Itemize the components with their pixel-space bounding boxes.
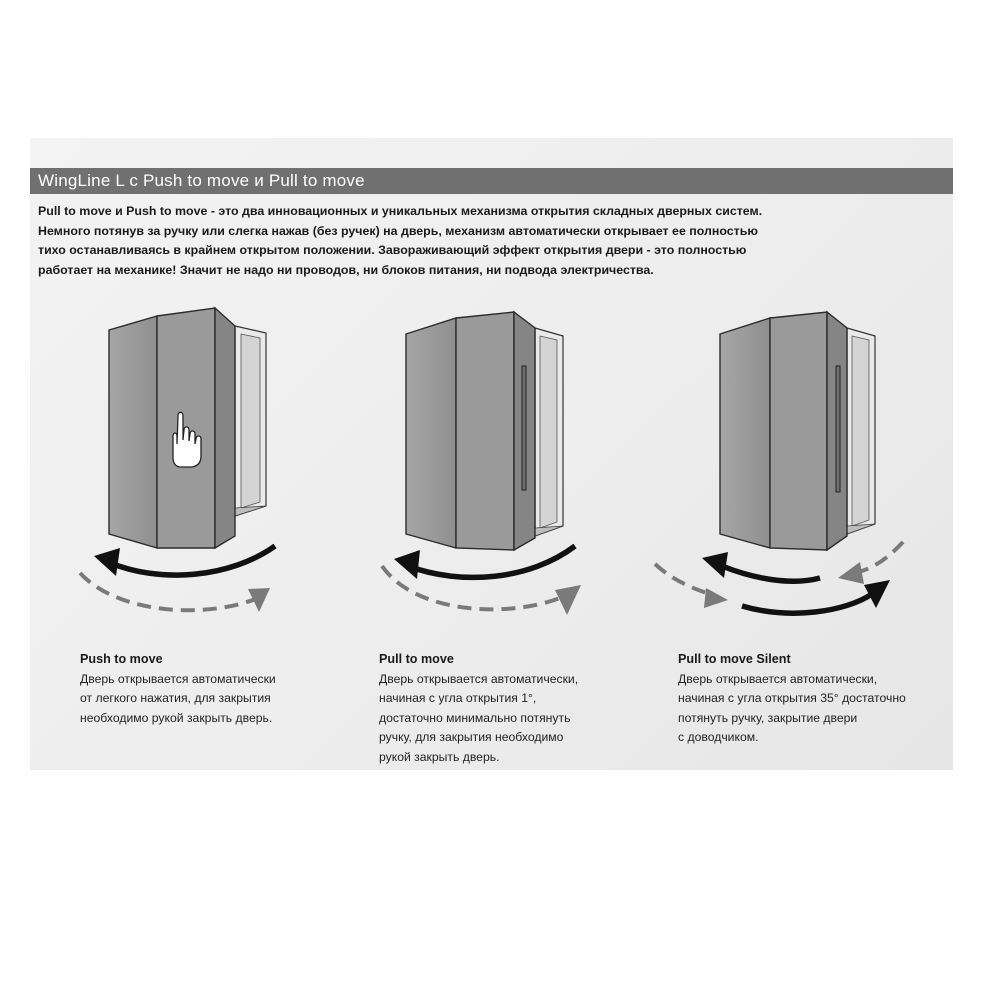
caption-push-to-move <box>80 650 276 728</box>
caption-line: потянуть ручку, закрытие двери <box>678 710 858 725</box>
caption-line: Дверь открывается автоматически <box>80 671 276 686</box>
caption-line: достаточно минимально потянуть <box>379 710 571 725</box>
open-arrow <box>108 546 275 575</box>
caption-line: ручку, для закрытия необходимо <box>379 730 564 744</box>
wardrobe-push-illustration <box>80 308 275 612</box>
intro-line: работает на механике! Значит не надо ни проводов, ни блоков питания, ни подвода электричества. <box>38 262 654 277</box>
close-arrow-dashed <box>80 573 258 610</box>
door-handle-icon <box>836 366 840 492</box>
caption-title: Push to move <box>80 652 163 666</box>
wardrobe-pull-illustration <box>382 312 581 615</box>
cabinet-interior <box>540 336 557 528</box>
intro-line: Pull to move и Push to move - это два инновационных и уникальных механизма открытия складных дверных систем. <box>38 204 763 218</box>
open-arrow-head <box>94 548 120 576</box>
door-panel-middle <box>456 312 514 550</box>
close-arrow-dashed <box>655 564 710 594</box>
caption-title: Pull to move Silent <box>678 652 791 666</box>
caption-pull-to-move-silent <box>678 650 906 748</box>
caption-title: Pull to move <box>379 652 454 666</box>
caption-line: рукой закрыть дверь. <box>379 749 500 764</box>
open-arrow-head <box>394 550 420 579</box>
open-arrow-dashed <box>858 542 903 572</box>
caption-line: Дверь открывается автоматически, <box>379 671 579 686</box>
intro-line: Немного потянув за ручку или слегка нажав (без ручек) на дверь, механизм автоматически открывает ее полностью <box>38 223 758 238</box>
open-arrow <box>408 546 575 577</box>
door-panel-left <box>720 318 770 548</box>
door-panel-middle <box>770 312 827 550</box>
open-arrow <box>722 566 820 581</box>
close-arrow <box>742 594 872 613</box>
caption-line: с доводчиком. <box>678 730 759 744</box>
close-arrow-dashed-head <box>704 588 728 608</box>
caption-line: необходимо рукой закрыть дверь. <box>80 710 273 725</box>
cabinet-interior <box>241 334 260 508</box>
open-arrow-head <box>702 552 728 578</box>
open-arrow-dashed-head <box>838 562 864 584</box>
door-panel-right <box>215 308 235 548</box>
intro-line: тихо останавливаясь в крайнем открытом положении. Завораживающий эффект открытия двери - это полностью <box>38 243 747 257</box>
close-arrow-head <box>555 585 581 615</box>
door-panel-left <box>109 316 157 548</box>
caption-line: от легкого нажатия, для закрытия <box>80 691 271 705</box>
header-title: WingLine L с Push to move и Pull to move <box>38 171 365 190</box>
caption-line: Дверь открывается автоматически, <box>678 671 878 686</box>
close-arrow-dashed <box>382 566 560 609</box>
info-panel <box>30 138 953 770</box>
caption-pull-to-move <box>379 650 578 767</box>
door-handle-icon <box>522 366 526 490</box>
wardrobe-silent-illustration <box>655 312 903 613</box>
caption-line: начиная с угла открытия 35° достаточно <box>678 691 906 705</box>
cabinet-interior <box>852 336 869 526</box>
door-panel-left <box>406 318 456 548</box>
caption-line: начиная с угла открытия 1°, <box>379 691 537 705</box>
